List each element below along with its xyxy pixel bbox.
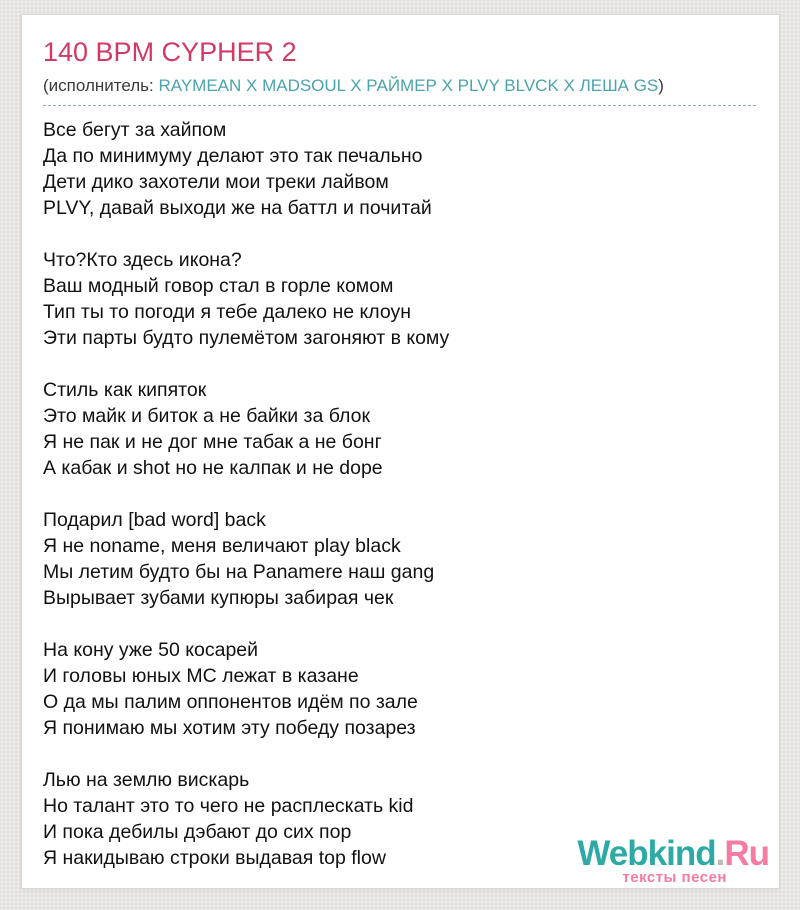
lyric-line: И головы юных MC лежат в казане xyxy=(43,664,359,687)
lyric-line: Эти парты будто пулемётом загоняют в кому xyxy=(43,326,450,349)
lyric-line: О да мы палим оппонентов идём по зале xyxy=(43,690,418,713)
stanza xyxy=(43,117,756,221)
lyric-line: Подарил [bad word] back xyxy=(43,508,266,531)
lyric-line: Я не noname, меня величают play black xyxy=(43,534,401,557)
lyric-line: Я не пак и не дог мне табак а не бонг xyxy=(43,430,382,453)
lyric-line: PLVY, давай выходи же на баттл и почитай xyxy=(43,196,432,219)
webkind-logo[interactable] xyxy=(577,836,769,885)
stanza xyxy=(43,507,756,611)
logo-tld-text: Ru xyxy=(724,834,769,873)
logo-dot-text: . xyxy=(715,834,725,873)
logo-subtitle: тексты песен xyxy=(622,869,727,886)
lyric-line: Стиль как кипяток xyxy=(43,378,207,401)
lyric-line: Тип ты то погоди я тебе далеко не клоун xyxy=(43,300,411,323)
lyric-line: Лью на землю вискарь xyxy=(43,768,250,791)
lyric-line: На кону уже 50 косарей xyxy=(43,638,259,661)
page-title: 140 BPM CYPHER 2 xyxy=(43,37,297,67)
lyric-line: Это майк и биток а не байки за блок xyxy=(43,404,371,427)
stanza xyxy=(43,637,756,741)
webkind-logo-text xyxy=(577,836,769,871)
lyric-line: Да по минимуму делают это так печально xyxy=(43,144,423,167)
lyric-line: Ваш модный говор стал в горле комом xyxy=(43,274,394,297)
lyric-line: Я понимаю мы хотим эту победу позарез xyxy=(43,716,416,739)
lyric-line: Но талант это то чего не расплескать kid xyxy=(43,794,414,817)
stanza xyxy=(43,247,756,351)
lyric-line: Дети дико захотели мои треки лайвом xyxy=(43,170,389,193)
lyric-line: Вырывает зубами купюры забирая чек xyxy=(43,586,394,609)
lyric-line: Я накидываю строки выдавая top flow xyxy=(43,846,386,869)
logo-main-text: Webkind xyxy=(577,834,716,873)
song-header xyxy=(22,15,779,106)
lyric-line: Мы летим будто бы на Panamere наш gang xyxy=(43,560,435,583)
artist-line xyxy=(43,76,756,106)
lyrics-card xyxy=(21,14,780,889)
lyric-line: Все бегут за хайпом xyxy=(43,118,227,141)
stanza xyxy=(43,377,756,481)
lyric-line: И пока дебилы дэбают до сих пор xyxy=(43,820,352,843)
lyric-line: Что?Кто здесь икона? xyxy=(43,248,242,271)
artist-label: (исполнитель: xyxy=(43,75,159,95)
artist-label-close: ) xyxy=(658,75,664,95)
lyrics-text xyxy=(22,106,779,871)
artist-links[interactable]: RAYMEAN X MADSOUL X РАЙМЕР X PLVY BLVCK X ЛЕША GS xyxy=(158,75,659,95)
lyric-line: А кабак и shot но не калпак и не dope xyxy=(43,456,383,479)
